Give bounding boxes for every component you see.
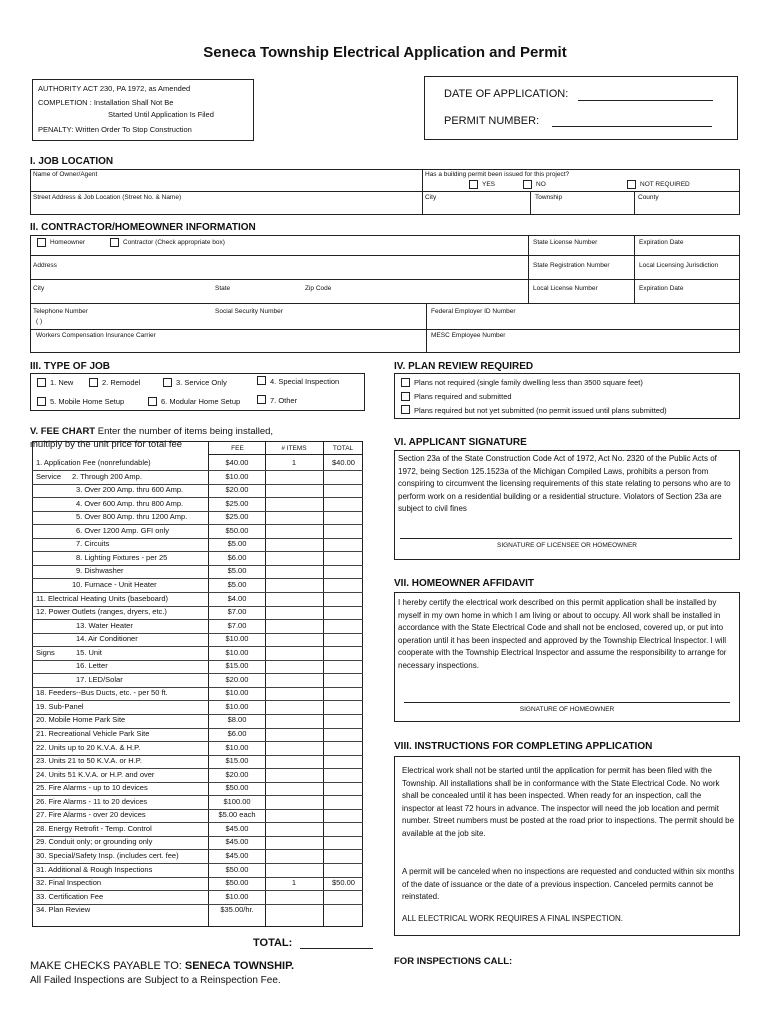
date-field[interactable] bbox=[578, 100, 713, 101]
fee-row bbox=[32, 782, 362, 795]
fee-row-label: 5. Over 800 Amp. thru 1200 Amp. bbox=[76, 512, 188, 522]
contractor-label: Contractor (Check appropriate box) bbox=[123, 239, 225, 246]
fee-row-total[interactable] bbox=[324, 539, 363, 550]
fee-row-fee: $5.00 bbox=[227, 539, 247, 549]
fee-row-fee: $7.00 bbox=[227, 607, 247, 617]
not-required-checkbox[interactable] bbox=[627, 180, 636, 189]
fee-row-items[interactable] bbox=[265, 715, 323, 726]
fee-row-label: 21. Recreational Vehicle Park Site bbox=[36, 729, 150, 738]
fee-row bbox=[32, 849, 362, 862]
section-4-heading: IV. PLAN REVIEW REQUIRED bbox=[394, 361, 534, 372]
fee-column-header: FEE bbox=[231, 445, 244, 452]
completion-text: COMPLETION : Installation Shall Not Be bbox=[38, 98, 174, 107]
section-2-heading: II. CONTRACTOR/HOMEOWNER INFORMATION bbox=[30, 222, 256, 233]
fee-row bbox=[32, 538, 362, 551]
fee-row-fee: $10.00 bbox=[225, 647, 249, 657]
remodel-checkbox[interactable] bbox=[89, 378, 98, 387]
fee-row-items[interactable] bbox=[265, 702, 323, 713]
fee-row-items[interactable] bbox=[265, 688, 323, 699]
fee-row-items[interactable] bbox=[265, 905, 323, 916]
local-jurisdiction-field[interactable]: Local Licensing Jurisdiction bbox=[639, 262, 719, 269]
fee-row bbox=[32, 687, 362, 700]
applicant-statement: Section 23a of the State Construction Code Act of 1972, Act No. 2320 of the Public Acts of 1972, being Section 125.1523a of the Michigan Compiled Laws, prohibits a person from conspiring to circumvent the licensing requirements of this state relating to persons who are to perform work on a residential building or a residential structure. Violators of Section 23a are subject to civil fines bbox=[398, 454, 731, 513]
zip-field[interactable]: Zip Code bbox=[305, 285, 332, 292]
fee-row-items[interactable] bbox=[265, 797, 323, 808]
page-title: Seneca Township Electrical Application and Permit bbox=[203, 44, 567, 61]
fee-row-items[interactable] bbox=[265, 743, 323, 754]
penalty-text: PENALTY: Written Order To Stop Construction bbox=[38, 125, 192, 134]
fee-row-total[interactable] bbox=[324, 756, 363, 767]
fee-row bbox=[32, 633, 362, 646]
fee-row-fee: $10.00 bbox=[225, 742, 249, 752]
expiration-field[interactable]: Expiration Date bbox=[639, 239, 684, 246]
fee-row-total[interactable] bbox=[324, 729, 363, 740]
fee-chart-title: V. FEE CHART bbox=[30, 426, 96, 437]
fee-row-label: 28. Energy Retrofit - Temp. Control bbox=[36, 823, 152, 833]
fee-row-label: 29. Conduit only; or grounding only bbox=[36, 837, 153, 847]
fee-row-label: 34. Plan Review bbox=[36, 905, 91, 915]
section-6-heading: VI. APPLICANT SIGNATURE bbox=[394, 437, 527, 448]
fee-row-label: 31. Additional & Rough Inspections bbox=[36, 864, 153, 874]
plans-submitted-checkbox[interactable] bbox=[401, 392, 410, 401]
instructions-paragraph-2: A permit will be canceled when no inspections are requested and conducted within six months of the date of issuance or the date of a previous inspection. Canceled permits cannot be reinstated. bbox=[402, 867, 735, 901]
county-field[interactable]: County bbox=[638, 194, 659, 201]
remodel-label: 2. Remodel bbox=[102, 378, 141, 387]
fee-row-total[interactable] bbox=[324, 783, 363, 794]
fee-row-total[interactable] bbox=[324, 797, 363, 808]
permit-number-label: PERMIT NUMBER: bbox=[444, 115, 540, 127]
fee-row bbox=[32, 728, 362, 741]
yes-label: YES bbox=[482, 181, 496, 188]
other-checkbox[interactable] bbox=[257, 395, 266, 404]
fee-row-label: 12. Power Outlets (ranges, dryers, etc.) bbox=[36, 607, 167, 617]
fee-row-items[interactable] bbox=[265, 756, 323, 767]
fee-row-total[interactable] bbox=[324, 566, 363, 577]
fee-row-fee: $7.00 bbox=[227, 620, 247, 630]
new-label: 1. New bbox=[50, 378, 74, 387]
fee-row-fee: $5.00 bbox=[227, 579, 247, 589]
plans-submitted-label: Plans required and submitted bbox=[414, 392, 512, 401]
local-license-field[interactable]: Local License Number bbox=[533, 285, 598, 292]
fee-row-total[interactable] bbox=[324, 485, 363, 496]
total-field[interactable] bbox=[300, 948, 373, 949]
fee-row-total[interactable] bbox=[324, 865, 363, 876]
fee-row-total[interactable] bbox=[324, 743, 363, 754]
fee-row-total[interactable] bbox=[324, 621, 363, 632]
fee-row bbox=[32, 619, 362, 632]
section-8-heading: VIII. INSTRUCTIONS FOR COMPLETING APPLICATION bbox=[394, 741, 653, 752]
fee-row-total[interactable] bbox=[324, 553, 363, 564]
fee-row bbox=[32, 795, 362, 808]
fee-row-fee: $20.00 bbox=[225, 485, 249, 495]
fee-row-total[interactable] bbox=[324, 512, 363, 523]
mesc-field[interactable]: MESC Employee Number bbox=[431, 332, 506, 339]
fee-row-fee: $20.00 bbox=[225, 769, 249, 779]
fee-row bbox=[32, 822, 362, 835]
licensee-signature-line[interactable] bbox=[400, 538, 732, 539]
fee-row-label: 10. Furnace - Unit Heater bbox=[72, 579, 157, 589]
fee-row-items[interactable] bbox=[265, 526, 323, 537]
mobile-checkbox[interactable] bbox=[37, 397, 46, 406]
fee-row-label: 1. Application Fee (nonrefundable) bbox=[36, 458, 151, 467]
fee-row-fee: $15.00 bbox=[225, 661, 249, 671]
new-checkbox[interactable] bbox=[37, 378, 46, 387]
fee-row-label: 6. Over 1200 Amp. GFI only bbox=[76, 525, 169, 535]
area-code: ( ) bbox=[36, 318, 43, 325]
fee-row-items[interactable] bbox=[265, 539, 323, 550]
fee-row bbox=[32, 578, 362, 591]
fee-row-label: 27. Fire Alarms - over 20 devices bbox=[36, 810, 146, 820]
fee-row bbox=[32, 755, 362, 768]
fee-row bbox=[32, 673, 362, 686]
fee-row-label: 23. Units 21 to 50 K.V.A. or H.P. bbox=[36, 756, 142, 766]
workers-comp-field[interactable]: Workers Compensation Insurance Carrier bbox=[36, 332, 156, 339]
reinspection-note: All Failed Inspections are Subject to a Reinspection Fee. bbox=[30, 975, 281, 986]
fee-row-items[interactable] bbox=[265, 580, 323, 591]
payee-name: SENECA TOWNSHIP. bbox=[184, 960, 295, 972]
fee-row-label: 20. Mobile Home Park Site bbox=[36, 715, 126, 725]
fee-row-fee: $40.00 bbox=[225, 458, 249, 467]
fee-row-fee: $5.00 bbox=[227, 566, 247, 576]
licensee-signature-label: SIGNATURE OF LICENSEE OR HOMEOWNER bbox=[496, 542, 637, 549]
fee-row-label: 30. Special/Safety Insp. (includes cert. fee) bbox=[36, 850, 179, 860]
fee-row-fee: $10.00 bbox=[225, 634, 249, 644]
fee-row-total[interactable] bbox=[324, 526, 363, 537]
fee-row bbox=[32, 606, 362, 619]
fee-row bbox=[32, 890, 362, 903]
building-permit-question: Has a building permit been issued for this project? bbox=[425, 171, 570, 178]
fee-row-fee: $6.00 bbox=[227, 552, 247, 562]
section-1-heading: I. JOB LOCATION bbox=[30, 156, 114, 167]
yes-checkbox[interactable] bbox=[469, 180, 478, 189]
fee-row-items[interactable] bbox=[265, 770, 323, 781]
fee-row-items[interactable] bbox=[265, 648, 323, 659]
homeowner-signature-line[interactable] bbox=[404, 702, 730, 703]
fee-row-label: 32. Final Inspection bbox=[36, 878, 102, 888]
fee-row bbox=[32, 768, 362, 781]
fee-row bbox=[32, 524, 362, 537]
fee-row-total[interactable] bbox=[324, 851, 363, 862]
fee-row-fee: $50.00 bbox=[225, 864, 249, 874]
fee-row bbox=[32, 551, 362, 564]
fee-row-items[interactable] bbox=[265, 892, 323, 903]
fee-row bbox=[32, 741, 362, 754]
mobile-label: 5. Mobile Home Setup bbox=[50, 397, 125, 406]
fee-row-fee: $15.00 bbox=[225, 756, 249, 766]
fee-row-fee: $45.00 bbox=[225, 850, 249, 860]
fee-row-items[interactable] bbox=[265, 553, 323, 564]
fee-row-label: 3. Over 200 Amp. thru 600 Amp. bbox=[76, 485, 184, 495]
fee-row-total[interactable] bbox=[324, 594, 363, 605]
fee-row-items[interactable] bbox=[265, 865, 323, 876]
fee-row-label: 14. Air Conditioner bbox=[76, 634, 138, 644]
fee-row-fee: $4.00 bbox=[227, 593, 247, 603]
fee-row-total[interactable] bbox=[324, 702, 363, 713]
fee-row-fee: $50.00 bbox=[225, 525, 249, 535]
plans-not-required-label: Plans not required (single family dwelling less than 3500 square feet) bbox=[414, 378, 643, 387]
fee-row-label: 25. Fire Alarms - up to 10 devices bbox=[36, 783, 148, 793]
fee-row-label: 13. Water Heater bbox=[76, 620, 133, 630]
fee-row-label: 26. Fire Alarms - 11 to 20 devices bbox=[36, 796, 148, 806]
fee-row-items[interactable] bbox=[265, 472, 323, 483]
fee-row-label: 17. LED/Solar bbox=[76, 674, 123, 684]
fee-row-fee: $10.00 bbox=[225, 471, 249, 481]
fee-row-group: Service bbox=[36, 471, 62, 481]
fee-row-label: 8. Lighting Fixtures - per 25 bbox=[76, 552, 168, 562]
fee-row-total[interactable] bbox=[324, 715, 363, 726]
fee-row bbox=[32, 646, 362, 659]
fee-row-label: 19. Sub-Panel bbox=[36, 701, 84, 711]
fee-row-fee: $50.00 bbox=[225, 878, 249, 888]
fee-row-items[interactable] bbox=[265, 824, 323, 835]
fee-row-label: 18. Feeders--Bus Ducts, etc. - per 50 ft. bbox=[36, 688, 168, 698]
fee-row-fee: $8.00 bbox=[227, 715, 247, 725]
items-column-header: # ITEMS bbox=[281, 445, 307, 452]
fee-row-fee: $5.00 each bbox=[218, 810, 256, 820]
no-label: NO bbox=[536, 181, 546, 188]
state-registration-field[interactable]: State Registration Number bbox=[533, 262, 610, 269]
fee-row-label: 11. Electrical Heating Units (baseboard) bbox=[36, 593, 169, 603]
section-3-heading: III. TYPE OF JOB bbox=[30, 361, 111, 372]
fee-row bbox=[32, 863, 362, 876]
modular-checkbox[interactable] bbox=[148, 397, 157, 406]
other-label: 7. Other bbox=[270, 396, 298, 405]
permit-number-field[interactable] bbox=[552, 126, 712, 127]
section-5-heading bbox=[30, 426, 273, 437]
fee-row-label: 4. Over 600 Amp. thru 800 Amp. bbox=[76, 498, 184, 508]
fee-row-total[interactable] bbox=[324, 770, 363, 781]
homeowner-signature-label: SIGNATURE OF HOMEOWNER bbox=[519, 706, 615, 713]
fee-row-label: 24. Units 51 K.V.A. or H.P. and over bbox=[36, 769, 155, 779]
fee-row-total[interactable] bbox=[324, 661, 363, 672]
authority-text: AUTHORITY ACT 230, PA 1972, as Amended bbox=[38, 84, 191, 93]
fee-row-label: 33. Certification Fee bbox=[36, 891, 104, 901]
plans-not-submitted-checkbox[interactable] bbox=[401, 405, 410, 414]
fee-row-items[interactable] bbox=[265, 485, 323, 496]
date-label: DATE OF APPLICATION: bbox=[444, 88, 569, 100]
no-checkbox[interactable] bbox=[523, 180, 532, 189]
plans-not-submitted-label: Plans required but not yet submitted (no permit issued until plans submitted) bbox=[414, 406, 667, 415]
fee-row-items[interactable] bbox=[265, 675, 323, 686]
fee-row-fee: $25.00 bbox=[225, 498, 249, 508]
fee-row-fee: $10.00 bbox=[225, 688, 249, 698]
fee-row-total[interactable] bbox=[324, 472, 363, 483]
fee-row-items[interactable] bbox=[265, 621, 323, 632]
fee-row-total[interactable] bbox=[324, 607, 363, 618]
date-permit-box bbox=[424, 76, 738, 140]
service-label: 3. Service Only bbox=[176, 378, 227, 387]
fee-row-total[interactable]: $50.00 bbox=[332, 878, 355, 888]
special-inspection-checkbox[interactable] bbox=[257, 376, 266, 385]
service-checkbox[interactable] bbox=[163, 378, 172, 387]
fee-row-total[interactable] bbox=[324, 824, 363, 835]
fee-row-items[interactable] bbox=[265, 594, 323, 605]
make-checks-line bbox=[30, 960, 294, 972]
instructions-paragraph-1: Electrical work shall not be started until the application for permit has been filed with the Township. All installations shall be in conformance with the State Electrical Code. No work shall be concealed until it has been inspected. When ready for an inspection, call the inspector at least 72 hours in advance. The inspector will need the job location and permit number. Street numbers must be posted at the road prior to inspections. The permit should be available at the job site. bbox=[402, 766, 735, 838]
fee-row-items[interactable] bbox=[265, 837, 323, 848]
contractor-checkbox[interactable] bbox=[110, 238, 119, 247]
fee-row bbox=[32, 470, 362, 483]
special-inspection-label: 4. Special Inspection bbox=[270, 377, 340, 386]
fein-field[interactable]: Federal Employer ID Number bbox=[431, 308, 516, 315]
fee-row-items[interactable] bbox=[265, 512, 323, 523]
affidavit-text: I hereby certify the electrical work described on this permit application shall be installed by myself in my own home in which I am living or about to occupy. All work shall be installed in accordance with the State Electrical Code and shall not be enclosed, covered up, or put into operation until it has been inspected and approved by the Township Electrical Inspector. I will cooperate with the Township Electrical Inspector and assume the responsibility to arrange for necessary inspections. bbox=[398, 598, 727, 670]
total-label: TOTAL: bbox=[253, 937, 293, 949]
make-checks-label: MAKE CHECKS PAYABLE TO: bbox=[30, 960, 182, 972]
fee-row bbox=[32, 565, 362, 578]
fee-row bbox=[32, 592, 362, 605]
fee-row-total[interactable] bbox=[324, 675, 363, 686]
fee-row-fee: $25.00 bbox=[225, 512, 249, 522]
fee-row-fee: $45.00 bbox=[225, 837, 249, 847]
fee-row-total[interactable] bbox=[324, 837, 363, 848]
fee-row bbox=[32, 484, 362, 497]
fee-row-label: 2. Through 200 Amp. bbox=[72, 471, 142, 481]
fee-row-items[interactable] bbox=[265, 851, 323, 862]
contractor-state-field[interactable]: State bbox=[215, 285, 231, 292]
fee-row-items[interactable] bbox=[265, 634, 323, 645]
fee-row bbox=[32, 877, 362, 890]
fee-row-total[interactable] bbox=[324, 892, 363, 903]
city-field[interactable]: City bbox=[425, 194, 437, 201]
fee-row-items[interactable] bbox=[265, 729, 323, 740]
fee-row-fee: $100.00 bbox=[223, 796, 251, 806]
fee-row bbox=[32, 660, 362, 673]
contractor-city-field[interactable]: City bbox=[33, 285, 45, 292]
final-inspection-note: ALL ELECTRICAL WORK REQUIRES A FINAL INSPECTION. bbox=[402, 914, 623, 923]
township-field[interactable]: Township bbox=[535, 194, 563, 201]
street-field[interactable]: Street Address & Job Location (Street No. & Name) bbox=[33, 194, 182, 201]
expiration-field-2[interactable]: Expiration Date bbox=[639, 285, 684, 292]
fee-row-label: 22. Units up to 20 K.V.A. & H.P. bbox=[36, 742, 141, 752]
fee-row-total[interactable] bbox=[324, 905, 363, 916]
telephone-field[interactable]: Telephone Number bbox=[33, 308, 88, 315]
fee-row-items[interactable] bbox=[265, 607, 323, 618]
fee-row-total[interactable]: $40.00 bbox=[332, 458, 355, 467]
section-7-heading: VII. HOMEOWNER AFFIDAVIT bbox=[394, 578, 534, 589]
fee-row bbox=[32, 809, 362, 822]
fee-row bbox=[32, 497, 362, 510]
inspections-call-label: FOR INSPECTIONS CALL: bbox=[394, 956, 513, 967]
fee-row-fee: $35.00/hr. bbox=[220, 905, 254, 915]
fee-row bbox=[32, 511, 362, 524]
fee-row-label: 7. Circuits bbox=[76, 539, 110, 549]
total-column-header: TOTAL bbox=[332, 445, 354, 452]
fee-row bbox=[32, 714, 362, 727]
fee-row-fee: $45.00 bbox=[225, 823, 249, 833]
completion-text-2: Started Until Application Is Filed bbox=[108, 110, 214, 119]
fee-row-items[interactable] bbox=[265, 499, 323, 510]
fee-row-fee: $10.00 bbox=[225, 891, 249, 901]
fee-row-fee: $20.00 bbox=[225, 674, 249, 684]
fee-row bbox=[32, 700, 362, 713]
fee-row-total[interactable] bbox=[324, 810, 363, 821]
fee-row-total[interactable] bbox=[324, 688, 363, 699]
fee-row-total[interactable] bbox=[324, 634, 363, 645]
fee-row-items[interactable] bbox=[265, 566, 323, 577]
fee-chart-instructions-2: multiply by the unit price for total fee bbox=[30, 439, 183, 450]
fee-row-fee: $50.00 bbox=[225, 783, 249, 793]
fee-row-fee: $6.00 bbox=[227, 729, 247, 738]
fee-row-items[interactable] bbox=[265, 661, 323, 672]
homeowner-checkbox[interactable] bbox=[37, 238, 46, 247]
ssn-field[interactable]: Social Security Number bbox=[215, 308, 283, 315]
fee-row-total[interactable] bbox=[324, 499, 363, 510]
homeowner-label: Homeowner bbox=[50, 239, 86, 246]
fee-row-total[interactable] bbox=[324, 648, 363, 659]
fee-row-label: 9. Dishwasher bbox=[76, 566, 124, 576]
fee-row-items[interactable] bbox=[265, 810, 323, 821]
state-license-field[interactable]: State License Number bbox=[533, 239, 598, 246]
fee-row bbox=[32, 904, 362, 917]
plans-not-required-checkbox[interactable] bbox=[401, 378, 410, 387]
address-field[interactable]: Address bbox=[33, 262, 57, 269]
fee-row-total[interactable] bbox=[324, 580, 363, 591]
not-required-label: NOT REQUIRED bbox=[640, 181, 690, 188]
fee-row-group: Signs bbox=[36, 647, 55, 657]
fee-row-label: 16. Letter bbox=[76, 661, 108, 671]
owner-field[interactable]: Name of Owner/Agent bbox=[33, 171, 98, 178]
fee-row-label: 15. Unit bbox=[76, 647, 102, 657]
modular-label: 6. Modular Home Setup bbox=[161, 397, 241, 406]
fee-chart-instructions: Enter the number of items being installed, bbox=[97, 426, 274, 437]
fee-row bbox=[32, 457, 362, 470]
fee-row-items[interactable]: 1 bbox=[291, 878, 297, 888]
fee-row-fee: $10.00 bbox=[225, 701, 249, 711]
fee-row-items[interactable]: 1 bbox=[291, 458, 297, 467]
fee-row-items[interactable] bbox=[265, 783, 323, 794]
fee-row bbox=[32, 836, 362, 849]
